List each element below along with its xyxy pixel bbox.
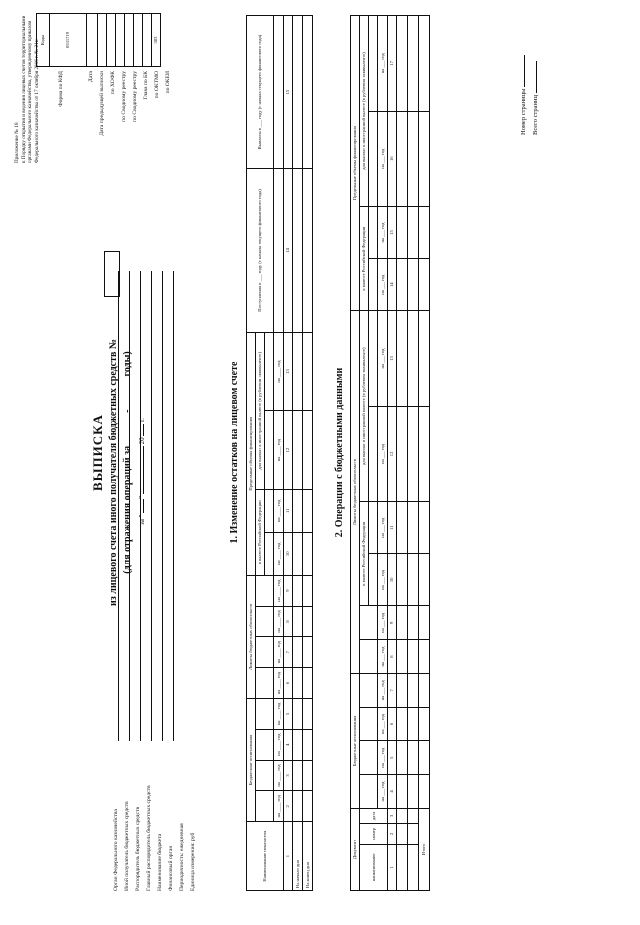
total-cell[interactable] bbox=[419, 16, 430, 112]
god-label: год bbox=[379, 274, 385, 282]
field-row bbox=[152, 271, 163, 891]
col-number: 6 bbox=[388, 707, 397, 741]
code-okei: 383 bbox=[152, 14, 161, 67]
col-number: 1 bbox=[284, 822, 293, 891]
col-doc-number: номер bbox=[360, 823, 388, 844]
na-label: на bbox=[275, 456, 281, 462]
god-label: год bbox=[275, 671, 281, 679]
col-year-label: на ____ год bbox=[274, 668, 284, 699]
code-label-oktmo: по ОКТМО bbox=[154, 71, 160, 99]
col-number: 12 bbox=[284, 411, 293, 490]
data-cell[interactable] bbox=[303, 489, 313, 532]
col-year bbox=[369, 16, 378, 112]
col-number: 1 bbox=[388, 844, 397, 890]
col-sub-blank bbox=[360, 775, 378, 809]
col-number: 7 bbox=[284, 637, 293, 668]
field-row bbox=[141, 271, 152, 891]
col-number: 10 bbox=[284, 532, 293, 575]
col-number: 5 bbox=[284, 698, 293, 729]
data-cell[interactable] bbox=[408, 844, 419, 890]
data-cell[interactable] bbox=[303, 637, 313, 668]
na-label: на bbox=[379, 290, 385, 295]
col-group-lbo: Лимиты бюджетных обязательств bbox=[247, 575, 256, 698]
col-year bbox=[369, 406, 378, 501]
col-sub-blank bbox=[360, 606, 378, 640]
codes-heading: Коды bbox=[37, 14, 50, 67]
data-cell[interactable] bbox=[397, 16, 408, 112]
god-label: год bbox=[379, 348, 385, 355]
data-cell[interactable] bbox=[397, 741, 408, 775]
col-number: 7 bbox=[388, 673, 397, 707]
data-cell[interactable] bbox=[397, 844, 408, 890]
col-sub-blank bbox=[256, 760, 274, 791]
col-number: 11 bbox=[388, 502, 397, 554]
na-label: на bbox=[275, 782, 281, 787]
na-label: на bbox=[275, 628, 281, 633]
data-cell[interactable] bbox=[408, 502, 419, 554]
god-label: год bbox=[275, 360, 281, 367]
col-year bbox=[265, 411, 274, 490]
col-number: 3 bbox=[284, 760, 293, 791]
col-number: 15 bbox=[388, 206, 397, 258]
data-cell[interactable] bbox=[293, 169, 303, 333]
col-number: 15 bbox=[284, 16, 293, 169]
col-sub-blank bbox=[256, 791, 274, 822]
col-year-label: на ____ год bbox=[274, 729, 284, 760]
col-number: 14 bbox=[388, 259, 397, 311]
god-label: год bbox=[275, 795, 281, 802]
col-doc-name: наименование bbox=[360, 844, 388, 890]
col-year-label: на ___ год bbox=[378, 259, 388, 311]
data-cell[interactable] bbox=[397, 259, 408, 311]
na-label: на bbox=[379, 68, 385, 74]
god-label: год bbox=[275, 641, 281, 648]
data-cell[interactable] bbox=[408, 741, 419, 775]
data-cell[interactable] bbox=[408, 16, 419, 112]
field-label: Единица измерения: руб bbox=[189, 832, 196, 891]
na-label: на bbox=[379, 763, 385, 768]
code-label-svod2: по Сводному реестру bbox=[132, 71, 138, 122]
field-row bbox=[108, 271, 119, 891]
row-label: На начало дня bbox=[293, 822, 303, 891]
data-cell[interactable] bbox=[408, 606, 419, 640]
col-year bbox=[369, 502, 378, 554]
code-label-date: Дата bbox=[88, 71, 94, 83]
field-value-line[interactable] bbox=[154, 271, 163, 741]
data-cell[interactable] bbox=[303, 169, 313, 333]
god-label: год bbox=[379, 443, 385, 451]
code-oktmo[interactable] bbox=[143, 14, 152, 67]
data-cell[interactable] bbox=[303, 411, 313, 490]
field-value-line[interactable] bbox=[110, 271, 119, 741]
col-name-header: Наименование показателя bbox=[247, 822, 284, 891]
col-number: 16 bbox=[388, 111, 397, 206]
data-cell[interactable] bbox=[397, 606, 408, 640]
data-cell[interactable] bbox=[293, 791, 303, 822]
col-sub-blank bbox=[360, 707, 378, 741]
data-cell[interactable] bbox=[408, 808, 419, 823]
col-number: 4 bbox=[388, 775, 397, 809]
budget-operations-table bbox=[350, 15, 430, 891]
col-year bbox=[369, 554, 378, 606]
data-cell[interactable] bbox=[293, 575, 303, 606]
code-svod2[interactable] bbox=[125, 14, 134, 67]
total-cell[interactable] bbox=[419, 259, 430, 311]
col-sub-pof-rf: в валюте Российской Федерации bbox=[360, 206, 369, 310]
col-year-label: на ____ год bbox=[274, 760, 284, 791]
field-row bbox=[185, 271, 196, 891]
data-cell[interactable] bbox=[408, 311, 419, 406]
god-label: год bbox=[379, 612, 385, 620]
na-label: на bbox=[275, 812, 281, 818]
data-cell[interactable] bbox=[408, 823, 419, 844]
data-cell[interactable] bbox=[408, 111, 419, 206]
total-cell[interactable] bbox=[419, 606, 430, 640]
col-year-label: на ___ год bbox=[378, 111, 388, 206]
data-cell[interactable] bbox=[293, 489, 303, 532]
col-year-label: на ___ год bbox=[378, 206, 388, 258]
col-number: 12 bbox=[388, 406, 397, 501]
col-sub-rf: в валюте Российской Федерации bbox=[256, 489, 265, 575]
data-cell[interactable] bbox=[397, 206, 408, 258]
col-year-label: на ___ год bbox=[378, 311, 388, 406]
col-year-label: на ____ год bbox=[274, 606, 284, 637]
col-year-label: на ____ год bbox=[274, 637, 284, 668]
god-label: год bbox=[275, 764, 281, 771]
balance-changes-table bbox=[246, 15, 313, 891]
code-label-form: Форма по КФД bbox=[58, 71, 64, 107]
na-label: на bbox=[379, 363, 385, 369]
data-cell[interactable] bbox=[303, 791, 313, 822]
data-cell[interactable] bbox=[408, 206, 419, 258]
header-fields bbox=[108, 271, 196, 891]
field-row bbox=[119, 271, 130, 891]
col-year-label: на ___ год bbox=[378, 775, 388, 809]
data-cell[interactable] bbox=[303, 729, 313, 760]
row-label: На конец дня bbox=[303, 822, 313, 891]
na-label: на bbox=[379, 164, 385, 169]
data-cell[interactable] bbox=[293, 729, 303, 760]
data-cell[interactable] bbox=[397, 640, 408, 674]
col-year-label: на ___ год bbox=[378, 707, 388, 741]
col-group-ba: Бюджетные ассигнования bbox=[351, 673, 360, 808]
col-sub-blank bbox=[256, 575, 274, 606]
field-row bbox=[174, 271, 185, 891]
data-cell[interactable] bbox=[293, 606, 303, 637]
statement-date: за " " 20 г. bbox=[138, 418, 146, 525]
col-year-label: на ____ год bbox=[274, 698, 284, 729]
code-form: 0531719 bbox=[50, 14, 87, 67]
col-number: 9 bbox=[284, 575, 293, 606]
total-cell[interactable] bbox=[419, 741, 430, 775]
code-svod1[interactable] bbox=[116, 14, 125, 67]
na-label: на bbox=[379, 459, 385, 464]
na-label: на bbox=[275, 751, 281, 756]
total-label: Итого bbox=[419, 808, 430, 890]
na-label: на bbox=[379, 533, 385, 538]
col-pay-header: Выплаты в ___ году (с начала текущего финансового года) bbox=[247, 16, 274, 169]
col-year bbox=[369, 311, 378, 406]
na-label: на bbox=[379, 695, 385, 701]
col-year bbox=[369, 111, 378, 206]
data-cell[interactable] bbox=[293, 411, 303, 490]
data-cell[interactable] bbox=[293, 332, 303, 411]
data-cell[interactable] bbox=[397, 554, 408, 606]
data-cell[interactable] bbox=[397, 808, 408, 823]
col-group-pof: Предельные объемы финансирования bbox=[247, 332, 256, 575]
col-number: 13 bbox=[388, 311, 397, 406]
code-label-svod1: по Сводному реестру bbox=[121, 71, 127, 122]
total-cell[interactable] bbox=[419, 111, 430, 206]
god-label: год bbox=[379, 517, 385, 524]
data-cell[interactable] bbox=[397, 823, 408, 844]
field-value-line[interactable] bbox=[132, 271, 141, 741]
field-label: Наименование бюджета bbox=[156, 833, 163, 891]
form-title: ВЫПИСКА bbox=[90, 414, 105, 491]
data-cell[interactable] bbox=[397, 502, 408, 554]
total-cell[interactable] bbox=[419, 502, 430, 554]
total-cell[interactable] bbox=[419, 206, 430, 258]
data-cell[interactable] bbox=[293, 668, 303, 699]
total-cell[interactable] bbox=[419, 554, 430, 606]
col-income-header: Поступления в ___ году (с начала текущего финансового года) bbox=[247, 169, 274, 333]
total-cell[interactable] bbox=[419, 673, 430, 707]
data-cell[interactable] bbox=[303, 16, 313, 169]
na-label: на bbox=[379, 628, 385, 633]
col-sub-blank bbox=[256, 606, 274, 637]
col-year-label: на ____ год bbox=[274, 489, 284, 532]
codes-table bbox=[36, 13, 161, 67]
total-cell[interactable] bbox=[419, 707, 430, 741]
col-number: 6 bbox=[284, 668, 293, 699]
field-label: Орган Федерального казначейства bbox=[112, 809, 119, 891]
section1-title: 1. Изменение остатков на лицевом счете bbox=[229, 361, 240, 544]
god-label: год bbox=[379, 781, 385, 788]
code-label-okei: по ОКЕИ bbox=[165, 71, 171, 94]
period-line: (для отражения операций за - годы) bbox=[122, 351, 133, 574]
col-sub-blank bbox=[360, 640, 378, 674]
na-label: на bbox=[275, 597, 281, 602]
data-cell[interactable] bbox=[303, 760, 313, 791]
col-year-label: на ____ год bbox=[274, 532, 284, 575]
col-year bbox=[265, 489, 274, 532]
field-label: Главный распорядитель бюджетных средств bbox=[145, 785, 152, 891]
na-label: на bbox=[379, 585, 385, 590]
col-blank bbox=[274, 169, 284, 333]
col-number: 2 bbox=[284, 791, 293, 822]
col-number: 14 bbox=[284, 169, 293, 333]
god-label: год bbox=[275, 702, 281, 710]
god-label: год bbox=[379, 222, 385, 229]
col-number: 10 bbox=[388, 554, 397, 606]
total-cell[interactable] bbox=[419, 775, 430, 809]
na-label: на bbox=[275, 720, 281, 726]
code-label-hofk: по ХОФК bbox=[110, 71, 116, 95]
data-cell[interactable] bbox=[408, 406, 419, 501]
god-label: год bbox=[275, 499, 281, 506]
god-label: год bbox=[379, 747, 385, 755]
na-label: на bbox=[275, 689, 281, 695]
col-year-label: на ___ год bbox=[378, 554, 388, 606]
data-cell[interactable] bbox=[397, 707, 408, 741]
col-number: 2 bbox=[388, 823, 397, 844]
col-year-label: на ___ год bbox=[378, 16, 388, 112]
col-sub-blank bbox=[256, 698, 274, 729]
code-prev-date[interactable] bbox=[98, 14, 107, 67]
col-number: 8 bbox=[284, 606, 293, 637]
data-cell[interactable] bbox=[397, 111, 408, 206]
col-number: 5 bbox=[388, 741, 397, 775]
data-cell[interactable] bbox=[303, 698, 313, 729]
na-label: на bbox=[379, 729, 385, 735]
na-label: на bbox=[275, 658, 281, 664]
col-sub-blank bbox=[256, 637, 274, 668]
col-number: 17 bbox=[388, 16, 397, 112]
total-pages: Всего страниц bbox=[532, 61, 539, 135]
col-year bbox=[369, 206, 378, 258]
total-cell[interactable] bbox=[419, 640, 430, 674]
data-cell[interactable] bbox=[293, 637, 303, 668]
col-year bbox=[265, 332, 274, 411]
data-cell[interactable] bbox=[408, 640, 419, 674]
col-year-label: на ____ год bbox=[274, 791, 284, 822]
data-cell[interactable] bbox=[303, 575, 313, 606]
code-label-prev-date: Дата предыдущей выписки bbox=[99, 71, 105, 136]
total-cell[interactable] bbox=[419, 406, 430, 501]
col-year-label: на ____ год bbox=[274, 332, 284, 411]
na-label: на bbox=[379, 238, 385, 243]
data-cell[interactable] bbox=[408, 775, 419, 809]
data-cell[interactable] bbox=[303, 668, 313, 699]
col-year-label: на ___ год bbox=[378, 606, 388, 640]
col-sub-blank bbox=[256, 668, 274, 699]
na-label: на bbox=[379, 796, 385, 802]
na-label: на bbox=[379, 662, 385, 667]
col-sub-blank bbox=[360, 673, 378, 707]
data-cell[interactable] bbox=[397, 775, 408, 809]
col-doc-date: дата bbox=[360, 808, 388, 823]
god-label: год bbox=[379, 714, 385, 721]
col-year-label: на ___ год bbox=[378, 741, 388, 775]
god-label: год bbox=[379, 569, 385, 577]
col-sub-blank bbox=[360, 741, 378, 775]
col-sub-blank bbox=[256, 729, 274, 760]
appendix-note: Приложение № 18 к Порядку открытия и ведения лицевых счетов территориальными органами Федерального казначейства, утвержденному приказом Федерального казначейства от 17 октября 2016 г. № 21н bbox=[14, 15, 40, 163]
data-cell[interactable] bbox=[408, 554, 419, 606]
god-label: год bbox=[379, 148, 385, 156]
field-value-line[interactable] bbox=[165, 271, 174, 741]
col-year bbox=[369, 259, 378, 311]
god-label: год bbox=[275, 579, 281, 586]
god-label: год bbox=[275, 733, 281, 740]
code-date[interactable] bbox=[87, 14, 98, 67]
field-label: Периодичность: ежедневная bbox=[178, 823, 185, 891]
col-number: 13 bbox=[284, 332, 293, 411]
col-group-pof: Предельные объемы финансирования bbox=[351, 16, 360, 311]
data-cell[interactable] bbox=[303, 606, 313, 637]
col-year bbox=[265, 532, 274, 575]
god-label: год bbox=[275, 610, 281, 617]
field-row bbox=[130, 271, 141, 891]
field-label: Распорядитель бюджетных средств bbox=[134, 806, 141, 891]
data-cell[interactable] bbox=[408, 673, 419, 707]
god-label: год bbox=[275, 438, 281, 446]
field-label: Финансовый орган bbox=[167, 845, 174, 891]
col-year-label: на ___ год bbox=[378, 640, 388, 674]
col-blank bbox=[274, 16, 284, 169]
data-cell[interactable] bbox=[397, 673, 408, 707]
na-label: на bbox=[275, 517, 281, 522]
na-label: на bbox=[275, 560, 281, 565]
col-group-lbo: Лимиты бюджетных обязательств bbox=[351, 311, 360, 674]
data-cell[interactable] bbox=[408, 707, 419, 741]
field-value-line[interactable] bbox=[143, 271, 152, 741]
code-label-bk: Глава по БК bbox=[143, 71, 149, 100]
col-group-ba: Бюджетные ассигнования bbox=[247, 698, 256, 821]
col-number: 8 bbox=[388, 640, 397, 674]
field-row bbox=[163, 271, 174, 891]
col-sub-lbo-foreign: для выплат в иностранной валюте (в рублевом эквиваленте) bbox=[360, 311, 369, 502]
col-number: 11 bbox=[284, 489, 293, 532]
col-year-label: на ____ год bbox=[274, 575, 284, 606]
god-label: год bbox=[275, 542, 281, 549]
god-label: год bbox=[379, 680, 385, 687]
section2-title: 2. Операции с бюджетными данными bbox=[334, 367, 345, 538]
data-cell[interactable] bbox=[408, 259, 419, 311]
na-label: на bbox=[275, 378, 281, 383]
col-sub-pof-foreign: для выплат в иностранной валюте (в рублевом эквиваленте) bbox=[360, 16, 369, 207]
col-number: 3 bbox=[388, 808, 397, 823]
col-year-label: на ___ год bbox=[378, 406, 388, 501]
col-year-label: на ___ год bbox=[378, 502, 388, 554]
data-cell[interactable] bbox=[293, 760, 303, 791]
field-label: Иной получатель бюджетных средств bbox=[123, 801, 130, 891]
code-bk[interactable] bbox=[134, 14, 143, 67]
data-cell[interactable] bbox=[397, 311, 408, 406]
col-number: 4 bbox=[284, 729, 293, 760]
data-cell[interactable] bbox=[397, 406, 408, 501]
code-hofk[interactable] bbox=[107, 14, 116, 67]
field-value-line[interactable] bbox=[121, 271, 130, 741]
data-cell[interactable] bbox=[303, 332, 313, 411]
col-sub-lbo-rf: в валюте Российской Федерации bbox=[360, 502, 369, 606]
col-year-label: на ___ год bbox=[378, 673, 388, 707]
data-cell[interactable] bbox=[293, 532, 303, 575]
col-number: 9 bbox=[388, 606, 397, 640]
page-number: Номер страницы bbox=[520, 55, 527, 135]
form-subtitle: из лицевого счета иного получателя бюджетных средств № bbox=[108, 339, 119, 606]
god-label: год bbox=[379, 53, 385, 60]
data-cell[interactable] bbox=[303, 532, 313, 575]
col-group-doc: Документ bbox=[351, 808, 360, 890]
data-cell[interactable] bbox=[293, 16, 303, 169]
data-cell[interactable] bbox=[293, 698, 303, 729]
col-year-label: на ____ год bbox=[274, 411, 284, 490]
col-sub-foreign: для выплат в иностранной валюте (в рублевом эквиваленте) bbox=[256, 332, 265, 489]
total-cell[interactable] bbox=[419, 311, 430, 406]
god-label: год bbox=[379, 646, 385, 653]
